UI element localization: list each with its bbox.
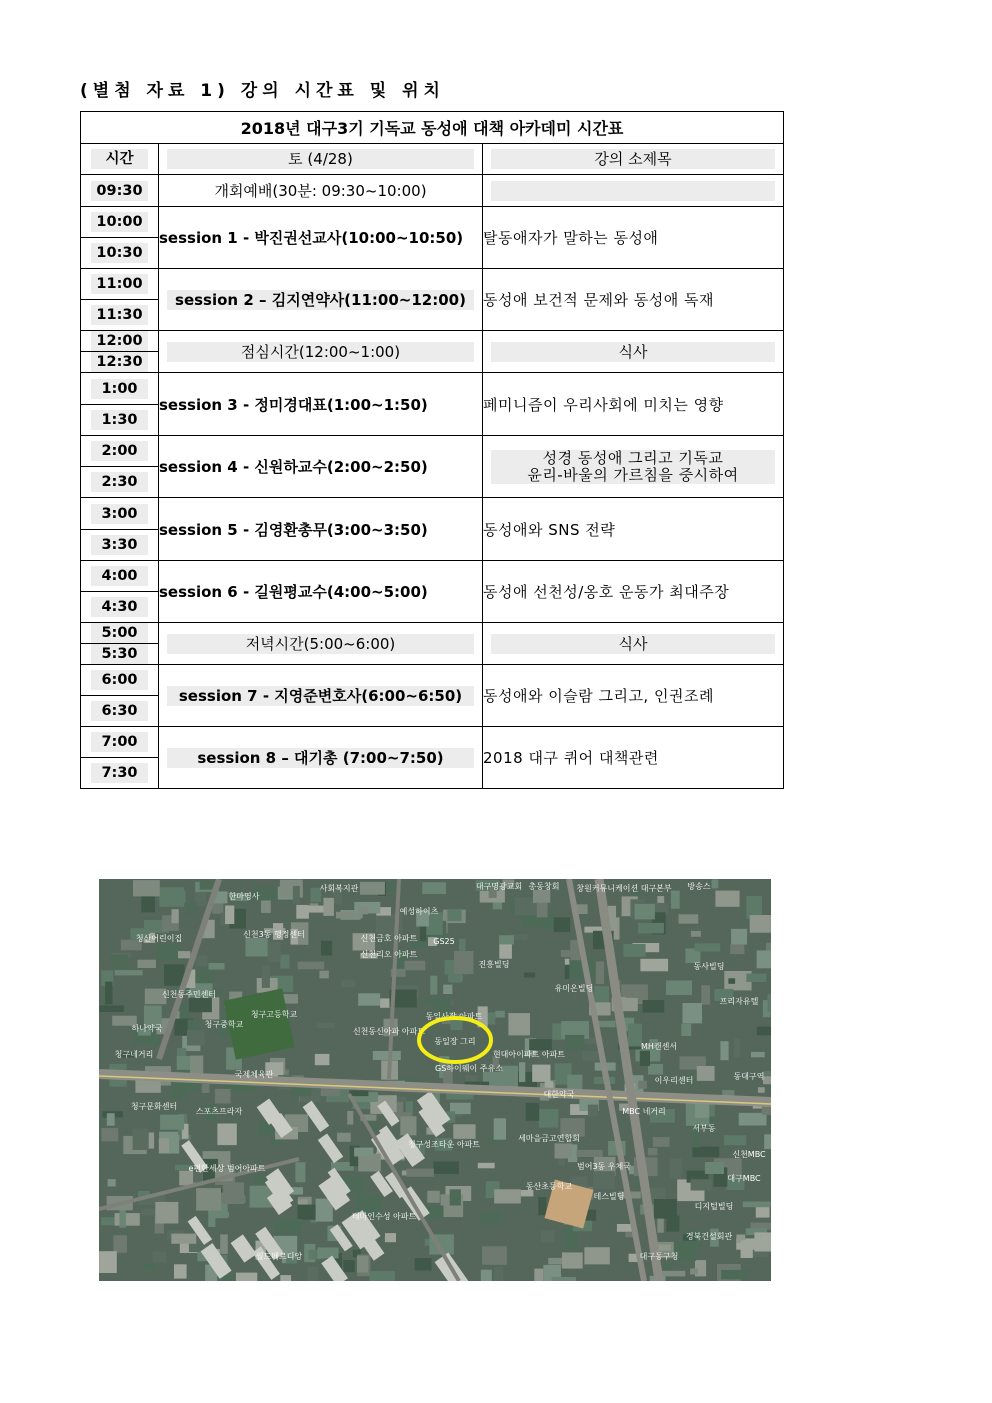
map-block [750,915,771,933]
map-block [758,1087,765,1093]
map-block [280,1275,291,1281]
map-block [160,1115,184,1130]
session-8-subtitle: 2018 대구 퀴어 대책관련 [483,727,784,789]
map-block [317,1248,338,1259]
map-block [425,998,451,1006]
map-block [370,1271,396,1281]
map-block [443,985,452,994]
session-7-subtitle: 동성애와 이슬람 그리고, 인권조례 [483,665,784,727]
map-label: 테마인수성 아파트 [351,1212,417,1221]
map-label: 유미온빌딩 [554,984,594,993]
map-block [554,917,570,932]
map-block [385,1233,396,1242]
map-block [481,1270,492,1281]
map-block [454,951,473,974]
map-label: 범어3동 우체국 [576,1162,632,1171]
map-block [133,880,160,896]
time-cell: 2:30 [81,467,159,498]
time-cell: 11:30 [81,300,159,331]
session-1-cell: session 1 - 박진권선교사(10:00~10:50) [159,207,483,269]
table-title-row [81,112,784,144]
map-block [102,1128,119,1141]
time-cell: 09:30 [81,175,159,207]
map-block [494,1267,503,1281]
map-block [180,1004,191,1020]
schedule-table [80,111,784,789]
table-row [81,207,784,238]
map-block [400,1116,416,1135]
map-block [562,1252,583,1268]
lunch-cell: 점심시간(12:00~1:00) [159,331,483,373]
map-block [321,941,332,956]
map-block [255,1173,267,1184]
map-block [731,929,747,945]
map-block [453,1124,475,1139]
map-block [173,891,186,903]
map-block [155,1202,178,1224]
map-block [638,923,664,934]
map-block [671,891,680,909]
map-block [594,986,609,1003]
table-row [81,436,784,467]
map-block [741,1241,753,1259]
map-block [666,980,692,995]
map-block [209,963,225,970]
map-block [174,1264,187,1278]
map-label: MH캔센서 [640,1042,678,1051]
map-label: 현대아이파트 아파트 [492,1050,566,1059]
page-heading: (별첨 자료 1) 강의 시간표 및 위치 [80,81,445,101]
satellite-map-image [99,879,771,1281]
map-block [730,944,744,954]
map-label: 청구중학교 [204,1020,244,1029]
map-block [319,971,329,979]
map-block [552,1277,577,1281]
map-label: 방송스 [687,882,711,891]
map-block [757,1027,771,1036]
map-block [746,974,766,982]
table-row [81,373,784,405]
map-block [450,1189,461,1205]
time-cell: 7:00 [81,727,159,758]
lunch-subtitle: 식사 [483,331,784,373]
map-block [712,879,719,888]
map-block [447,909,461,921]
map-block [343,1260,354,1272]
map-block [115,970,143,975]
dinner-cell: 저녁시간(5:00~6:00) [159,623,483,665]
table-row [81,269,784,300]
map-block [701,985,710,1004]
map-label: 진흥빌딩 [478,960,510,969]
map-label: 청산어린이집 [135,934,183,943]
map-block [624,944,646,957]
map-block [588,1105,598,1117]
map-block [754,1232,771,1251]
map-block [751,1052,765,1057]
map-block [679,914,699,923]
map-label: GS하이웨이 주유소 [435,1064,503,1073]
map-block [459,939,466,951]
session-2-cell: session 2 – 김지연약사(11:00~12:00) [159,269,483,331]
map-label: 월드메르디앙 [255,1252,303,1261]
map-block [643,1000,665,1013]
map-block [246,938,268,956]
map-label: 디지털빌딩 [694,1202,734,1211]
map-block [415,1258,432,1270]
map-block [133,1128,149,1150]
map-block [217,1124,236,1146]
map-block [215,1089,231,1104]
map-block [721,1270,748,1280]
time-cell: 1:00 [81,373,159,405]
map-block [405,961,426,971]
map-block [222,1195,245,1203]
time-cell: 10:00 [81,207,159,238]
map-label: 신천금호 아파트 [360,934,418,943]
map-block [111,955,127,968]
time-cell: 10:30 [81,238,159,269]
map-block [524,973,535,978]
map-block [638,1081,647,1089]
map-block [358,993,380,1005]
map-label: 국제체육관 [234,1070,274,1079]
map-block [268,942,281,962]
map-label: 청구성조타운 아파트 [407,1140,481,1149]
map-block [298,962,325,970]
map-label: GS25 [433,937,455,946]
map-block [296,905,309,919]
time-cell: 3:00 [81,498,159,530]
map-block [670,1158,682,1178]
map-label: 예성하이츠 [399,907,439,916]
time-cell: 7:30 [81,758,159,789]
map-block [200,881,215,889]
map-block [691,931,701,937]
map-block [293,886,300,905]
time-cell: 5:30 [81,644,159,665]
table-row [81,175,784,207]
map-block [596,962,604,985]
table-row [81,498,784,530]
map-label: 청구고등학교 [250,1010,298,1019]
session-4-subtitle [483,436,784,498]
time-cell: 4:30 [81,592,159,623]
session-8-cell: session 8 – 대기총 (7:00~7:50) [159,727,483,789]
map-block [195,890,207,906]
map-block [280,955,289,969]
map-block [501,1066,518,1088]
map-block [225,906,234,925]
map-label: 신천MBC [732,1150,766,1159]
map-block [508,1013,530,1035]
map-label: 세마을금고연합회 [518,1134,580,1143]
map-label: 신천동신아파 아파트 [352,1027,426,1036]
map-block [519,1062,525,1082]
map-block [236,1273,257,1281]
map-block [196,1188,221,1211]
map-label: 대구명광교회 [475,882,523,891]
map-label: 스포츠프라자 [195,1107,243,1116]
map-block [406,1169,434,1177]
map-block [640,959,668,972]
map-label: 동사빌딩 [693,962,725,971]
map-block [478,1163,495,1169]
map-block [558,1159,565,1166]
map-block [430,976,437,995]
map-block [323,898,334,916]
map-block [495,1011,505,1018]
map-block [693,1131,700,1148]
map-block [433,1162,459,1175]
map-block [626,985,642,998]
map-label: 경북건설회관 [685,1232,733,1241]
map-block [189,998,212,1013]
map-block [555,1143,572,1158]
map-block [692,1147,719,1158]
time-cell: 4:00 [81,561,159,592]
map-block [337,1133,351,1142]
map-label: e편한세상 범어아파트 [188,1164,266,1173]
map-block [584,1247,609,1264]
map-block [666,1216,679,1232]
session-3-cell: session 3 - 정미경대표(1:00~1:50) [159,373,483,436]
table-row [81,331,784,352]
map-block [427,1191,440,1203]
header-time: 시간 [81,144,159,175]
map-block [208,1210,215,1227]
map-label: 청구문화센터 [130,1102,178,1111]
map-block [690,1268,698,1274]
map-block [187,1030,205,1045]
header-day: 토 (4/28) [159,144,483,175]
table-title: 2018년 대구3기 기독교 동성애 대책 아카데미 시간표 [81,112,784,144]
target-location-label: 동일장 그리 [434,1037,476,1046]
map-label: 동산초등학교 [525,1182,573,1191]
map-block [743,1202,771,1208]
map-label: 프리자유텔 [719,997,759,1006]
map-block [764,1134,771,1149]
map-block [159,1138,169,1153]
map-block [143,1264,156,1270]
session-7-cell: session 7 - 지영준변호사(6:00~6:50) [159,665,483,727]
map-block [108,1179,116,1186]
session-1-subtitle: 탈동애자가 말하는 동성애 [483,207,784,269]
map-block [534,1269,543,1281]
map-block [480,1212,501,1224]
map-block [697,1066,715,1081]
map-block [681,1024,691,1036]
map-block [107,1113,115,1126]
map-block [357,1256,368,1273]
map-block [537,903,548,918]
map-block [185,902,196,913]
map-block [756,1206,770,1217]
map-block [715,891,739,907]
opening-cell: 개회예배(30분: 09:30~10:00) [159,175,483,207]
map-block [728,978,735,984]
map-label: 창원커뮤니케이션 대구본부 [576,884,672,893]
map-label: 사회복지관 [319,884,359,893]
map-block [724,1135,746,1145]
map-label: 청구네거리 [114,1050,154,1059]
map-label: 신천3동 행정센터 [243,930,305,939]
map-block [99,1251,117,1273]
map-block [153,1251,167,1262]
map-block [526,1103,540,1121]
map-block [533,890,550,903]
time-cell: 12:30 [81,352,159,373]
map-label: 대구동구청 [639,1252,679,1261]
map-block [768,994,772,1011]
location-map [99,879,771,1281]
map-block [659,1271,686,1277]
map-block [494,1118,506,1139]
map-block [734,1038,740,1057]
map-block [202,1084,210,1093]
time-cell: 12:00 [81,331,159,352]
time-cell: 2:00 [81,436,159,467]
map-block [354,1148,373,1157]
map-block [422,882,446,894]
time-cell: 5:00 [81,623,159,644]
map-block [315,1054,330,1065]
map-block [360,882,385,895]
map-block [105,982,112,1005]
time-cell: 1:30 [81,405,159,436]
map-label: 테스빌딩 [593,1192,625,1201]
map-label: 대구MBC [727,1174,761,1183]
map-block [683,1003,703,1023]
map-block [261,899,271,913]
map-block [220,1234,228,1254]
table-row [81,623,784,644]
map-label: 대한약국 [543,1090,575,1099]
time-cell: 6:30 [81,696,159,727]
session-4-subtitle-line1: 성경 동성애 그리고 기독교 [542,448,724,467]
map-block [196,956,208,967]
map-block [757,950,771,968]
map-block [695,943,721,951]
session-3-subtitle: 페미니즘이 우리사회에 미치는 영향 [483,373,784,436]
map-block [653,1137,670,1147]
map-block [171,1234,196,1244]
map-label: 하나약국 [131,1024,163,1033]
table-row [81,561,784,592]
map-block [178,951,190,958]
map-block [262,966,270,988]
header-subtitle: 강의 소제목 [483,144,784,175]
map-label: 이우리센터 [654,1076,694,1085]
map-block [177,1048,186,1056]
opening-subtitle-cell [483,175,784,207]
map-label: 한마영사 [228,892,260,901]
map-block [156,945,182,960]
map-block [397,1100,404,1114]
table-row [81,727,784,758]
map-block [625,1232,632,1237]
map-block [99,1006,123,1013]
map-label: 총동창회 [528,882,560,891]
map-block [347,1111,353,1125]
map-label: 서부동 [692,1124,716,1133]
map-block [628,1024,642,1047]
map-block [373,1051,401,1060]
map-label: MBC 네거리 [622,1107,666,1116]
time-cell: 3:30 [81,530,159,561]
map-block [529,1039,552,1050]
map-block [593,1171,615,1189]
dinner-subtitle: 식사 [483,623,784,665]
map-block [691,1179,712,1190]
map-block [532,1065,550,1082]
map-block [380,998,391,1007]
map-label: 신천동주민센터 [161,990,217,999]
map-block [648,1064,663,1075]
map-block [648,1148,658,1155]
time-cell: 11:00 [81,269,159,300]
map-block [541,1230,555,1242]
map-label: 동대구역 [733,1072,765,1081]
map-block [359,907,368,915]
session-5-cell: session 5 - 김영환총무(3:00~3:50) [159,498,483,561]
map-block [705,1162,724,1174]
map-block [307,1267,318,1281]
map-block [113,1235,127,1253]
map-block [577,1150,603,1157]
session-4-subtitle-line2: 윤리-바울의 가르침을 중시하여 [527,465,739,484]
map-block [499,935,514,944]
time-cell: 6:00 [81,665,159,696]
map-block [172,909,179,923]
session-2-subtitle: 동성애 보건적 문제와 동성애 독재 [483,269,784,331]
map-label: 동일사장 아파트 [425,1012,483,1021]
map-label: 신천리오 아파트 [360,950,418,959]
map-block [539,1109,559,1128]
map-block [597,1021,616,1027]
map-block [138,960,157,968]
map-block [317,1023,335,1028]
map-block [482,1246,507,1265]
session-6-subtitle: 동성애 선천성/옹호 운동가 최대주장 [483,561,784,623]
map-block [115,1213,140,1226]
table-row [81,665,784,696]
map-block [635,904,655,919]
map-block [657,1218,664,1233]
map-block [523,916,542,927]
map-block [295,1162,305,1182]
map-block [538,1197,546,1215]
map-block [720,1041,728,1060]
session-6-cell: session 6 - 길원평교수(4:00~5:00) [159,561,483,623]
map-block [577,904,588,914]
map-block [565,1035,584,1050]
session-5-subtitle: 동성애와 SNS 전략 [483,498,784,561]
map-block [640,1051,650,1066]
map-block [275,1219,302,1234]
header-row [81,144,784,175]
map-block [494,1189,521,1203]
session-4-cell: session 4 - 신원하교수(2:00~2:50) [159,436,483,498]
map-block [341,980,355,988]
